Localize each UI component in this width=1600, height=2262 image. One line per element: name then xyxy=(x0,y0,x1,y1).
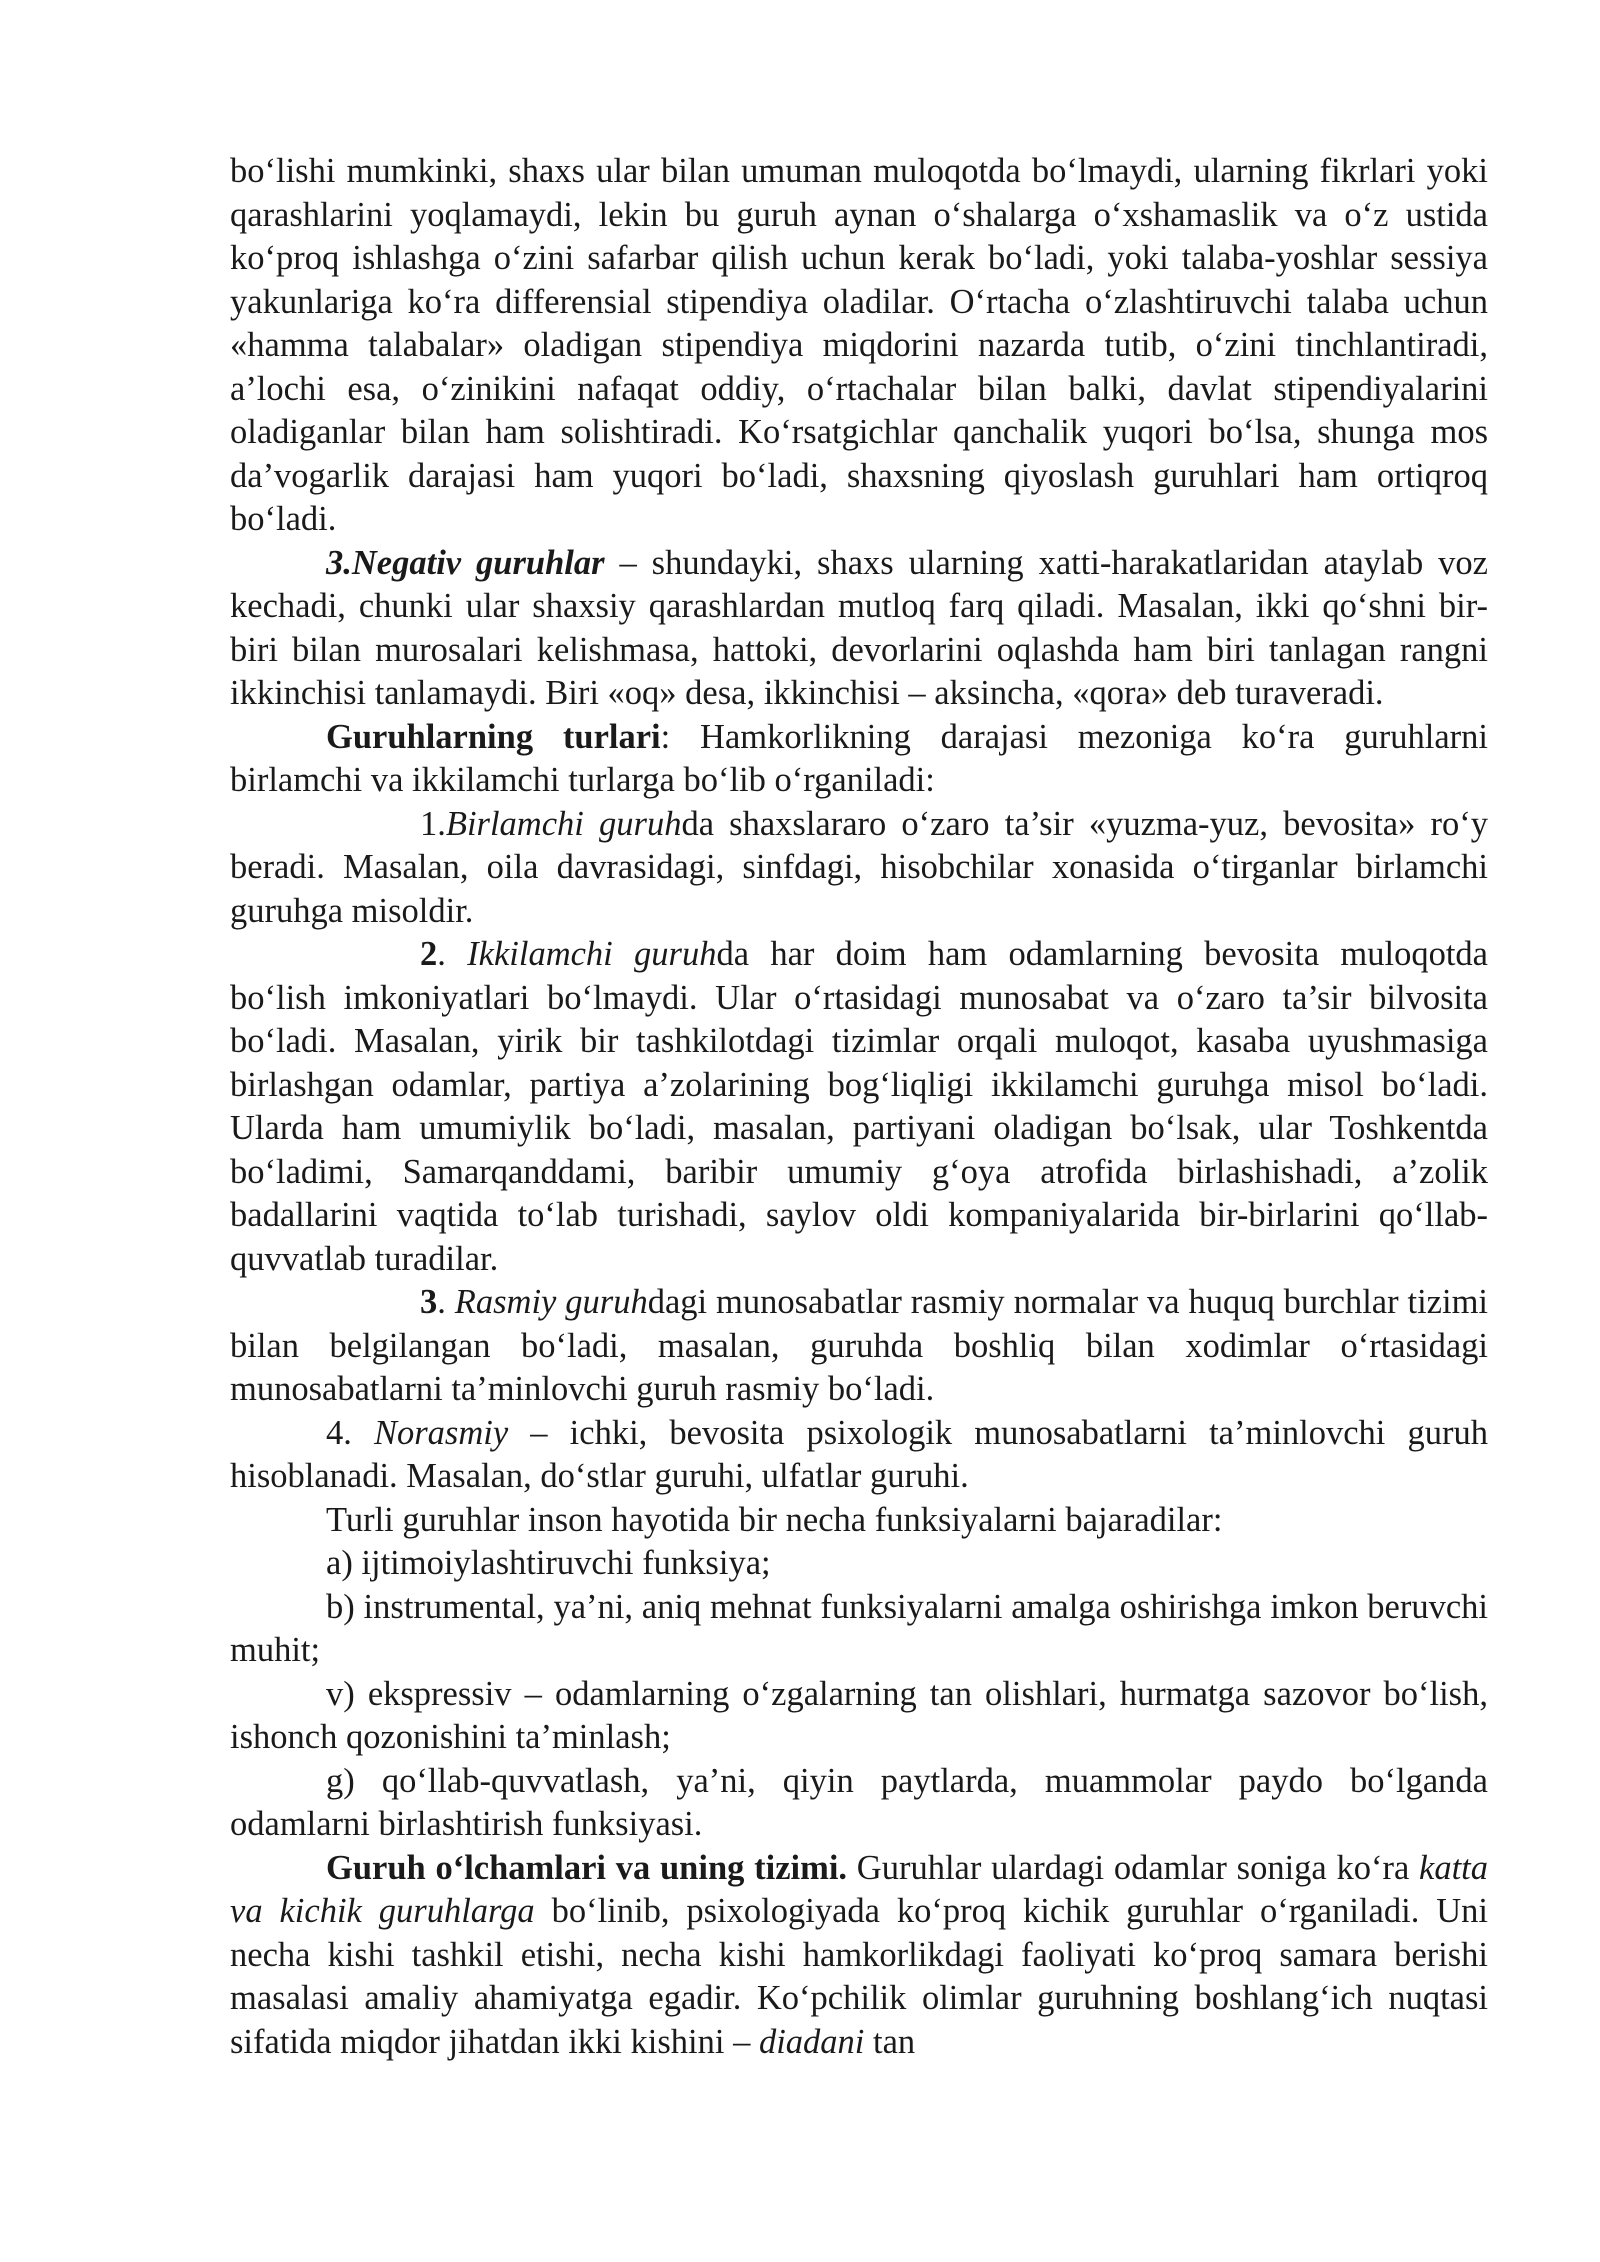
paragraph-group-size xyxy=(230,1847,1488,2065)
paragraph-text: Turli guruhlar inson hayotida bir necha funksiyalarni bajaradilar: xyxy=(326,1500,1223,1539)
term-dyad: diadani xyxy=(758,2022,865,2061)
item-number: 4. xyxy=(326,1413,374,1452)
paragraph-text: boʻlinib, psixologiyada koʻproq kichik guruhlar oʻrganiladi. Uni necha kishi tashkil etishi, necha kishi hamkorlikdagi faoliyati koʻproq samara berishi masalasi amaliy ahamiyatga egadir. Koʻpchilik olimlar guruhning boshlangʻich nuqtasi sifatida miqdor jihatdan ikki kishini – xyxy=(230,1892,1488,2061)
list-item-function-g xyxy=(230,1760,1488,1847)
paragraph-text: dagi munosabatlar rasmiy normalar va huquq burchlar tizimi bilan belgilangan boʻladi, masalan, guruhda boshliq bilan xodimlar oʻrtasidagi munosabatlarni ta’minlovchi guruh rasmiy boʻladi. xyxy=(230,1283,1489,1408)
term-secondary-group: Ikkilamchi guruh xyxy=(467,935,717,973)
paragraph-text: tan xyxy=(864,2022,916,2061)
paragraph-text: da shaxslararo oʻzaro ta’sir «yuzma-yuz, bevosita» roʻy beradi. Masalan, oila davrasidagi, sinfdagi, hisobchilar xonasida oʻtirganlar birlamchi guruhga misoldir. xyxy=(230,804,1488,930)
paragraph-secondary-group xyxy=(230,933,1488,1281)
paragraph-text: g) qoʻllab-quvvatlash, ya’ni, qiyin paytlarda, muammolar paydo boʻlganda odamlarni birlashtirish funksiyasi. xyxy=(230,1761,1488,1843)
paragraph-primary-group xyxy=(230,803,1488,934)
term-primary-group: Birlamchi guruh xyxy=(445,804,682,843)
heading-group-size: Guruh oʻlchamlari va uning tizimi. xyxy=(326,1848,848,1887)
paragraph-text: : Hamkorlikning darajasi mezoniga koʻra guruhlarni birlamchi va ikkilamchi turlarga boʻlib oʻrganiladi: xyxy=(230,717,1489,799)
paragraph-formal-group xyxy=(230,1281,1488,1412)
paragraph-text: – ichki, bevosita psixologik munosabatlarni ta’minlovchi guruh hisoblanadi. Masalan, doʻstlar guruhi, ulfatlar guruhi. xyxy=(230,1413,1488,1495)
paragraph-text: b) instrumental, ya’ni, aniq mehnat funksiyalarni amalga oshirishga imkon beruvchi muhit; xyxy=(230,1587,1488,1669)
paragraph-text: boʻlishi mumkinki, shaxs ular bilan umuman muloqotda boʻlmaydi, ularning fikrlari yoki qarashlarini yoqlamaydi, lekin bu guruh aynan oʻshalarga oʻxshamaslik va oʻz ustida koʻproq ishlashga oʻzini safarbar qilish uchun kerak boʻladi, yoki talaba-yoshlar sessiya yakunlariga koʻra differensial stipendiya oladilar. Oʻrtacha oʻzlashtiruvchi talaba uchun «hamma talabalar» oladigan stipendiya miqdorini nazarda tutib, oʻzini tinchlantiradi, a’lochi esa, oʻzinikini nafaqat oddiy, oʻrtachalar bilan balki, davlat stipendiyalarini oladiganlar bilan ham solishtiradi. Koʻrsatgichlar qanchalik yuqori boʻlsa, shunga mos da’vogarlik darajasi ham yuqori boʻladi, shaxsning qiyoslash guruhlari ham ortiqroq boʻladi. xyxy=(230,152,1488,538)
paragraph-text: a) ijtimoiylashtiruvchi funksiya; xyxy=(326,1544,771,1582)
list-item-function-a xyxy=(230,1542,1488,1586)
paragraph-reference-groups-continued xyxy=(230,150,1488,542)
item-separator: . xyxy=(437,935,468,973)
paragraph-negative-groups xyxy=(230,542,1488,716)
paragraph-group-functions-intro xyxy=(230,1499,1488,1543)
paragraph-text: da har doim ham odamlarning bevosita muloqotda boʻlish imkoniyatlari boʻlmaydi. Ular oʻrtasidagi munosabat va oʻzaro ta’sir bilvosita boʻladi. Masalan, yirik bir tashkilotdagi tizimlar orqali muloqot, kasaba uyushmasiga birlashgan odamlar, partiya a’zolarining bogʻliqligi ikkilamchi guruhga misol boʻladi. Ularda ham umumiylik boʻladi, masalan, partiyani oladigan boʻlsak, ular Toshkentda boʻladimi, Samarqanddami, baribir umumiy gʻoya atrofida birlashishadi, a’zolik badallarini vaqtida toʻlab turishadi, saylov oldi kompaniyalarida bir-birlarini qoʻllab-quvvatlab turadilar. xyxy=(230,935,1488,1278)
term-negative-groups: 3.Negativ guruhlar xyxy=(326,543,605,582)
paragraph-text: Guruhlar ulardagi odamlar soniga koʻra xyxy=(847,1848,1420,1887)
paragraph-text: – shundayki, shaxs ularning xatti-harakatlaridan ataylab voz kechadi, chunki ular shaxsiy qarashlardan mutloq farq qiladi. Masalan, ikki qoʻshni bir-biri bilan murosalari kelishmasa, hattoki, devorlarini oqlashda ham biri tanlagan rangni ikkinchisi tanlamaydi. Biri «oq» desa, ikkinchisi – aksincha, «qora» deb turaveradi. xyxy=(230,543,1488,712)
item-number: 3 xyxy=(420,1283,438,1321)
document-page xyxy=(230,150,1488,2064)
paragraph-text: v) ekspressiv – odamlarning oʻzgalarning tan olishlari, hurmatga sazovor boʻlish, ishonch qozonishini ta’minlash; xyxy=(230,1674,1488,1756)
term-informal-group: Norasmiy xyxy=(374,1413,509,1452)
heading-group-types: Guruhlarning turlari xyxy=(326,717,661,756)
item-number: 2 xyxy=(420,935,438,973)
paragraph-group-types xyxy=(230,716,1488,803)
list-item-function-b xyxy=(230,1586,1488,1673)
item-number: 1. xyxy=(420,804,446,843)
term-formal-group: Rasmiy guruh xyxy=(454,1283,648,1321)
item-separator: . xyxy=(437,1283,455,1321)
term-large-small-groups: katta va kichik guruhlarga xyxy=(230,1848,1488,1930)
paragraph-informal-group xyxy=(230,1412,1488,1499)
list-item-function-v xyxy=(230,1673,1488,1760)
